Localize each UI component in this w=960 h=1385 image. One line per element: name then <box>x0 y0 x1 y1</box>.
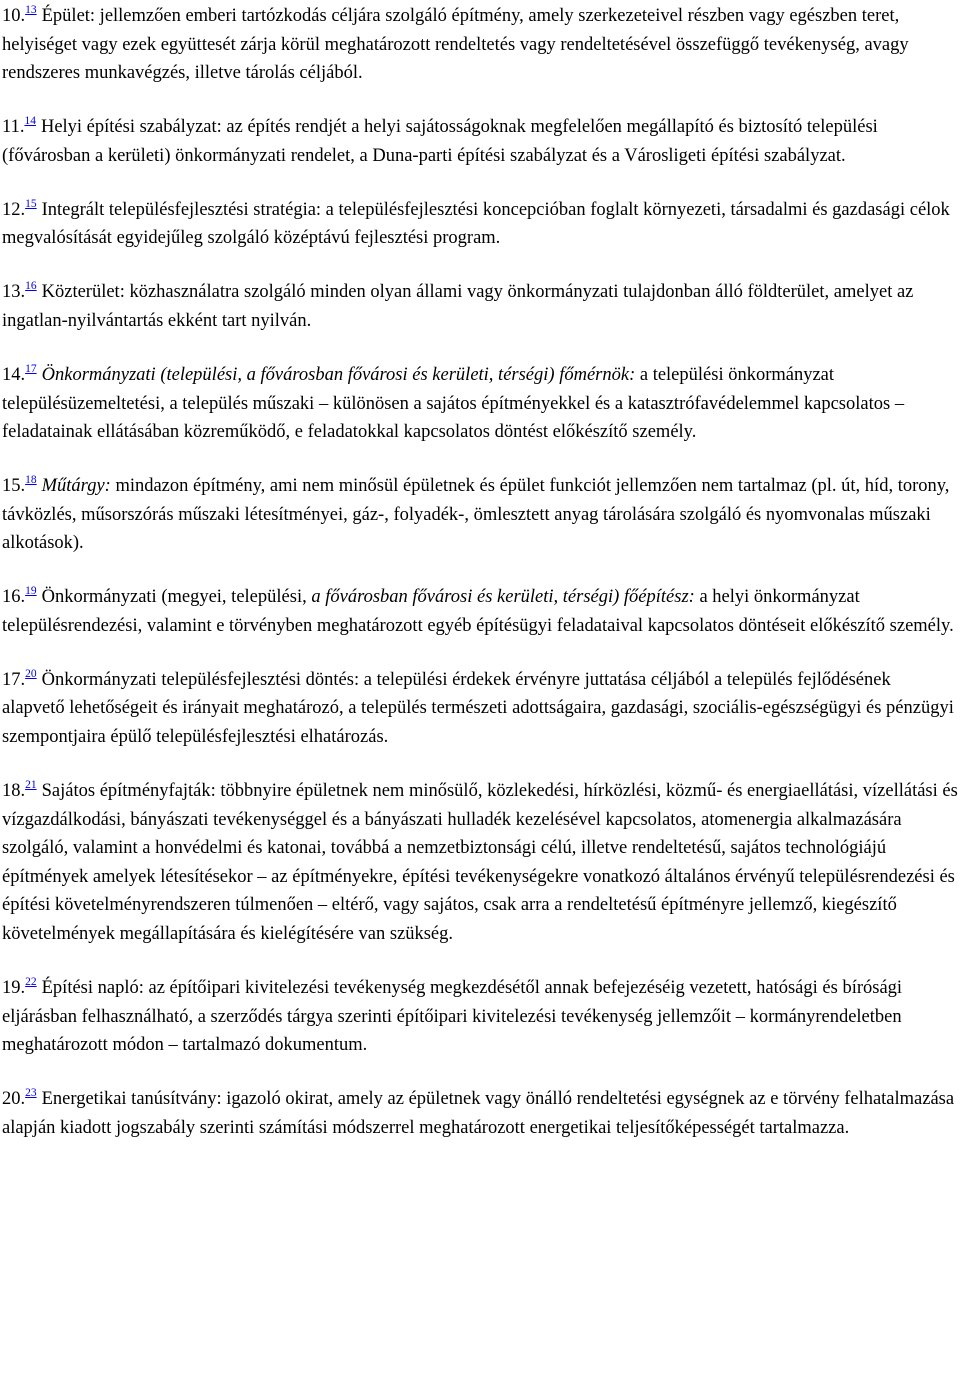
definition-text: Helyi építési szabályzat: az építés rendjét a helyi sajátosságoknak megfelelően megállapító és biztosító települési (fővárosban a kerületi) önkormányzati rendelet, a Duna-parti építési szabályzat és a Városligeti építési szabályzat. <box>2 117 878 166</box>
defined-term-italic: Önkormányzati (települési, a fővárosban fővárosi és kerületi, térségi) főmérnök: <box>41 364 636 385</box>
definition-text: a települési önkormányzat településüzemeltetési, a település műszaki – különösen a sajátos építményekkel és a katasztrófavédelemmel kapcsolatos – feladatainak ellátásában közreműködő, e feladatokkal kapcsolatos döntést előkészítő személy. <box>2 364 905 443</box>
footnote-link[interactable]: 18 <box>25 474 37 487</box>
definition-text: a helyi önkormányzat településrendezési, valamint e törvényben meghatározott egyéb építésügyi feladataival kapcsolatos döntéseit előkészítő személy. <box>2 587 954 636</box>
definition-entry <box>2 361 958 447</box>
definition-text: Sajátos építményfajták: többnyire épületnek nem minősülő, közlekedési, hírközlési, közmű- és energiaellátási, vízellátási és vízgazdálkodási, bányászati tevékenységgel és a bányászati hulladék kezelésével kapcsolatos, atomenergia alkalmazására szolgáló, valamint a honvédelmi és katonai, továbbá a nemzetbiztonsági célú, illetve rendeltetésű, sajátos technológiájú építmények amelyek létesítésekor – az építményekre, építési tevékenységekre vonatkozó általános érvényű településrendezési és építési követelményrendszeren túlmenően – eltérő, vagy sajátos, csak arra a rendeltetésű építményre jellemző, kiegészítő követelmények megállapítására és kielégítésére van szükség. <box>2 781 958 944</box>
definition-text: mindazon építmény, ami nem minősül épületnek és épület funkciót jellemzően nem tartalmaz (pl. út, híd, torony, távközlés, műsorszórás műszaki létesítményei, gáz-, folyadék-, ömlesztett anyag tárolására szolgáló és nyomvonalas műszaki alkotások). <box>2 476 950 554</box>
footnote-link[interactable]: 14 <box>24 115 36 128</box>
footnote-link[interactable]: 21 <box>25 779 37 791</box>
entry-number: 19. <box>2 977 26 998</box>
definition-entry <box>2 472 958 558</box>
entry-number: 16. <box>2 587 26 608</box>
footnote-link[interactable]: 23 <box>25 1087 37 1100</box>
footnote-link[interactable]: 13 <box>25 4 37 16</box>
definition-entry <box>2 974 958 1060</box>
entry-number: 15. <box>2 476 26 497</box>
footnote-link[interactable]: 22 <box>25 975 37 988</box>
definition-text: Épület: jellemzően emberi tartózkodás céljára szolgáló építmény, amely szerkezeteivel részben vagy egészben teret, helyiséget vagy ezek együttesét zárja körül meghatározott rendeltetés vagy rendeltetésével összefüggő tevékenység, avagy rendszeres munkavégzés, illetve tárolás céljából. <box>2 6 909 84</box>
definition-text: Integrált településfejlesztési stratégia: a településfejlesztési koncepcióban foglalt környezeti, társadalmi és gazdasági célok megvalósítását egyidejűleg szolgáló középtávú fejlesztési program. <box>2 199 950 249</box>
document-body <box>2 2 958 1168</box>
definition-entry <box>2 2 958 88</box>
definition-text: Közterület: közhasználatra szolgáló minden olyan állami vagy önkormányzati tulajdonban álló földterület, amelyet az ingatlan-nyilvántartás ekként tart nyilván. <box>2 282 914 331</box>
definition-entry <box>2 196 958 253</box>
entry-number: 14. <box>2 364 26 385</box>
definition-entry <box>2 666 958 752</box>
definition-entry <box>2 1085 958 1142</box>
defined-term-italic: Műtárgy: <box>41 476 111 497</box>
definition-entry <box>2 113 958 170</box>
entry-number: 18. <box>2 781 26 801</box>
entry-number: 20. <box>2 1089 26 1110</box>
definition-text: Önkormányzati településfejlesztési döntés: a települési érdekek érvényre juttatása céljából a település fejlődésének alapvető lehetőségeit és irányait meghatározó, a település természeti adottságaira, gazdasági, szociális-egészségügyi és pénzügyi szempontjaira épülő településfejlesztési elhatározás. <box>2 669 954 748</box>
definition-entry <box>2 583 958 640</box>
defined-term-italic: a fővárosban fővárosi és kerületi, térségi) főépítész: <box>311 587 695 608</box>
footnote-link[interactable]: 19 <box>25 585 37 598</box>
definition-text: Energetikai tanúsítvány: igazoló okirat, amely az épületnek vagy önálló rendeltetési egységnek az e törvény felhatalmazása alapján kiadott jogszabály szerinti számítási módszerrel meghatározott energetikai teljesítőképességét tartalmazza. <box>2 1089 955 1138</box>
definition-text: Önkormányzati (megyei, települési, <box>41 587 312 608</box>
footnote-link[interactable]: 20 <box>25 667 37 680</box>
footnote-link[interactable]: 17 <box>25 362 37 375</box>
definition-entry <box>2 278 958 335</box>
footnote-link[interactable]: 16 <box>25 280 37 293</box>
entry-number: 13. <box>2 282 26 303</box>
definition-text: Építési napló: az építőipari kivitelezési tevékenység megkezdésétől annak befejezéséig vezetett, hatósági és bírósági eljárásban felhasználható, a szerződés tárgya szerinti építőipari kivitelezési tevékenység jellemzőit – kormányrendeletben meghatározott módon – tartalmazó dokumentum. <box>2 977 903 1056</box>
entry-number: 17. <box>2 669 26 690</box>
entry-number: 11. <box>2 117 25 138</box>
entry-number: 12. <box>2 199 26 220</box>
entry-number: 10. <box>2 6 26 26</box>
footnote-link[interactable]: 15 <box>25 197 37 210</box>
definition-entry <box>2 777 958 949</box>
